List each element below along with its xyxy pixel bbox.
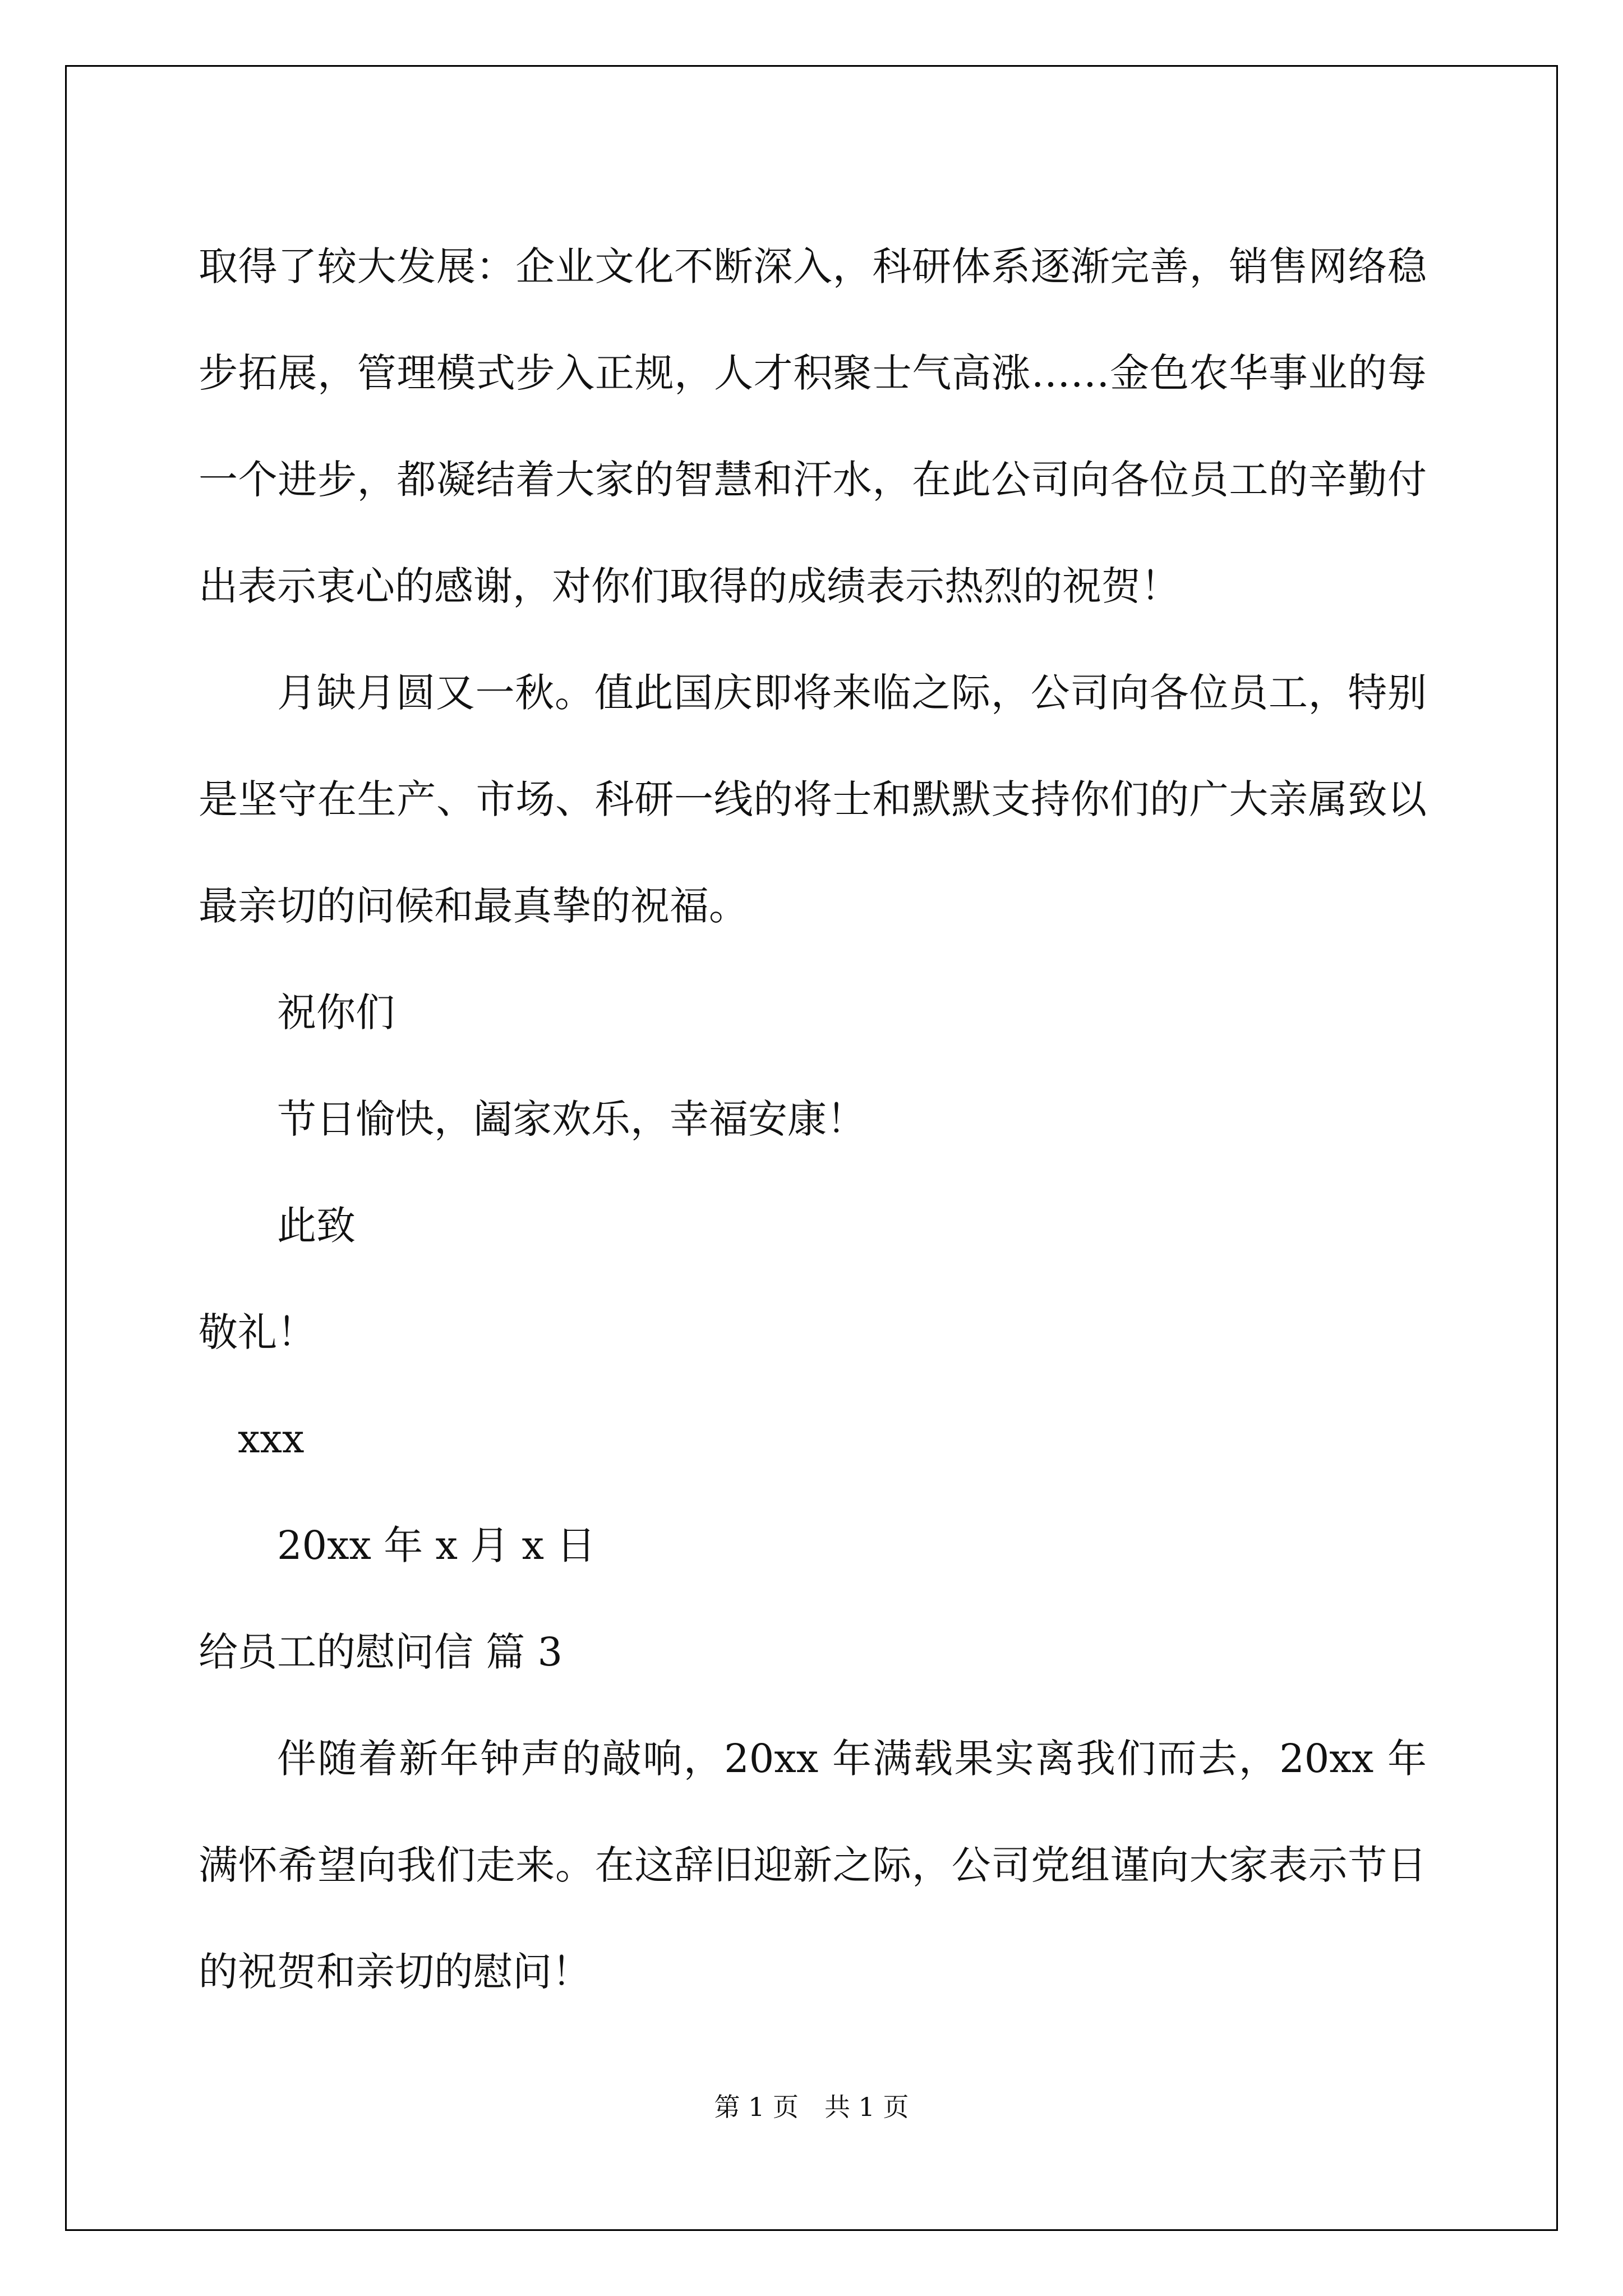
signature-date: 20xx 年 x 月 x 日 [277, 1522, 596, 1568]
section-heading: 给员工的慰问信 篇 3 [199, 1629, 563, 1675]
paragraph-company-progress: 取得了较大发展：企业文化不断深入，科研体系逐渐完善，销售网络稳步拓展，管理模式步入正规，人才积聚士气高涨……金色农华事业的每一个进步，都凝结着大家的智慧和汗水，在此公司向各位员工的辛勤付出表示衷心的感谢，对你们取得的成绩表示热烈的祝贺！ [199, 243, 1427, 609]
document-body [199, 213, 1427, 2025]
paragraph-new-year-greeting: 伴随着新年钟声的敲响，20xx 年满载果实离我们而去，20xx 年满怀希望向我们走来。在这辞旧迎新之际，公司党组谨向大家表示节日的祝贺和亲切的慰问！ [199, 1736, 1427, 1995]
paragraph-national-day-greeting: 月缺月圆又一秋。值此国庆即将来临之际，公司向各位员工，特别是坚守在生产、市场、科研一线的将士和默默支持你们的广大亲属致以最亲切的问候和最真挚的祝福。 [199, 670, 1427, 929]
page-footer: 第 1 页 共 1 页 [714, 2092, 909, 2122]
signature-name: xxx [238, 1416, 305, 1462]
wish-line-intro: 祝你们 [277, 990, 395, 1036]
closing-salutation: 此致 [277, 1203, 356, 1249]
closing-regards: 敬礼！ [199, 1309, 316, 1355]
wish-line-content: 节日愉快，阖家欢乐，幸福安康！ [277, 1096, 866, 1142]
